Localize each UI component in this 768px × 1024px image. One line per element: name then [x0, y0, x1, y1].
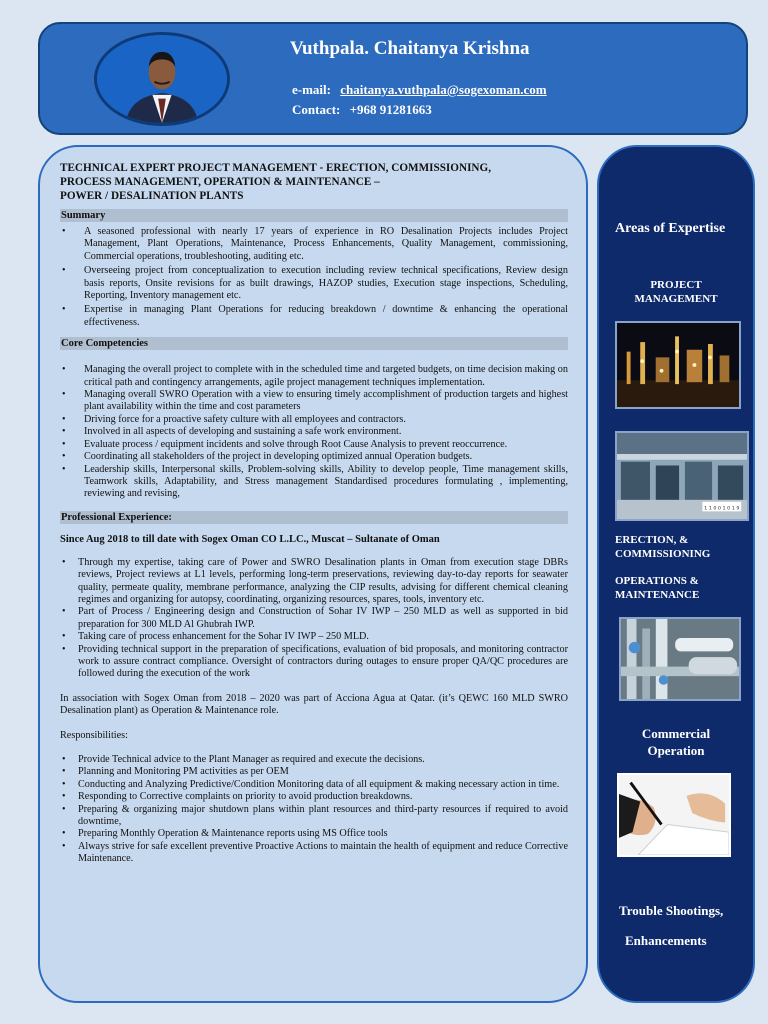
refinery-night-image — [615, 321, 741, 409]
job-title-line: TECHNICAL EXPERT PROJECT MANAGEMENT - ERECTION, COMMISSIONING, — [60, 162, 492, 174]
list-item: • Expertise in managing Plant Operations for reducing breakdown / downtime & enhancing the operational effectiveness. — [60, 304, 568, 329]
responsibilities-list — [60, 754, 568, 866]
piping-image — [619, 617, 741, 701]
contact-phone: +968 91281663 — [349, 102, 432, 117]
list-item: • Responding to Corrective complaints on priority to avoid production breakdowns. — [60, 791, 568, 803]
list-item: • Preparing & organizing major shutdown plans within plant resources and third-party resources if required to avoid downtime, — [60, 804, 568, 829]
label-line: OPERATIONS & — [615, 575, 699, 587]
label-line: MAINTENANCE — [615, 589, 700, 601]
signing-document-image — [617, 773, 731, 857]
main-content — [60, 161, 568, 866]
profile-header — [38, 22, 748, 135]
commercial-operation-label — [599, 725, 753, 759]
operations-label — [615, 574, 699, 602]
label-line: MANAGEMENT — [634, 293, 718, 305]
list-item: • Provide Technical advice to the Plant Manager as required and execute the decisions. — [60, 754, 568, 766]
list-item: • Leadership skills, Interpersonal skills, Problem-solving skills, Ability to develop people, Time management skills, Teamwork skills, Adaptability, and Stress management Standardised procedures formulating , implementing, reviewing and revising, — [60, 464, 568, 501]
list-item: • Coordinating all stakeholders of the project in developing optimized annual Operation budgets. — [60, 451, 568, 463]
list-item: • Driving force for a proactive safety culture with all employees and contractors. — [60, 414, 568, 426]
core-list — [60, 364, 568, 500]
email-link[interactable]: chaitanya.vuthpala@sogexoman.com — [340, 82, 547, 97]
expertise-sidebar — [597, 145, 755, 1003]
job-title-line: POWER / DESALINATION PLANTS — [60, 190, 244, 202]
list-item: • Involved in all aspects of developing and sustaining a safe work environment. — [60, 426, 568, 438]
label-line: ERECTION, & — [615, 534, 689, 546]
profile-photo — [97, 35, 227, 123]
candidate-name: Vuthpala. Chaitanya Krishna — [290, 38, 530, 59]
expertise-heading: Areas of Expertise — [615, 221, 726, 236]
list-item: • Providing technical support in the preparation of specifications, evaluation of bid proposals, and monitoring contractor work to assure contract compliance. Oversight of contractors during outages to ensure proper QA/QC procedures are followed during the execution of the work — [60, 644, 568, 681]
list-item: • Preparing Monthly Operation & Maintenance reports using MS Office tools — [60, 828, 568, 840]
summary-heading: Summary — [60, 209, 568, 222]
list-item: • Part of Process / Engineering design and Construction of Sohar IV IWP – 250 MLD as well as supported in bid preparation for 300 MLD Al Ghubrah IWP. — [60, 606, 568, 631]
summary-list — [60, 226, 568, 329]
panel-caption: 1 1 0 0 1 0 1 9 — [704, 506, 740, 512]
list-item: • Always strive for safe excellent preventive Proactive Actions to maintain the health of equipment and reduce Corrective Maintenance. — [60, 841, 568, 866]
job-title — [60, 161, 568, 203]
label-line: Operation — [647, 743, 705, 758]
label-line: Commercial — [641, 726, 711, 741]
enhancements-label: Enhancements — [625, 933, 707, 948]
email-row — [292, 82, 547, 98]
list-item: • Through my expertise, taking care of Power and SWRO Desalination plants in Oman from execution stage DBRs reviews, Project reviews at L1 levels, performing long-term preservations, reviewing day-to-day reports for seawater quality, permeate quality, membrane performance, analyzing the CIP results, advising for different chemical cleaning regimes and organizing for autopsy, coordinating, organizing resources, spares, tools, inventory etc. — [60, 557, 568, 607]
experience-list — [60, 557, 568, 681]
job-title-line: PROCESS MANAGEMENT, OPERATION & MAINTENANCE – — [60, 176, 380, 188]
erection-label — [615, 533, 710, 561]
list-item: • Evaluate process / equipment incidents and solve through Root Cause Analysis to prevent reoccurrence. — [60, 439, 568, 451]
label-line: COMMISSIONING — [615, 548, 711, 560]
association-paragraph: In association with Sogex Oman from 2018 – 2020 was part of Acciona Agua at Qatar. (it’s QEWC 160 MLD SWRO Desalination plant) as Operation & Maintenance role. — [60, 692, 568, 717]
list-item: • Managing the overall project to complete with in the scheduled time and targeted budgets, on time decision making on critical path and contingency arrangements, agile project management techniques implementation. — [60, 364, 568, 389]
experience-heading: Professional Experience: — [60, 511, 568, 524]
list-item: • Conducting and Analyzing Predictive/Condition Monitoring data of all equipment & making necessary action in time. — [60, 779, 568, 791]
project-management-label — [599, 278, 753, 306]
list-item: • Taking care of process enhancement for the Sohar IV IWP – 250 MLD. — [60, 631, 568, 643]
plant-hall-image — [615, 431, 749, 521]
list-item: • Overseeing project from conceptualization to execution including review technical specifications, Review design basis reports, Onsite revisions for as built drawings, HAZOP studies, Execution stage inspections, Scheduling, Reporting, Inventory management etc. — [60, 265, 568, 302]
email-label: e-mail: — [292, 82, 331, 97]
list-item: • Managing overall SWRO Operation with a view to ensuring timely accomplishment of production targets and highest plant availability within the time and cost parameters — [60, 389, 568, 414]
contact-row — [292, 102, 432, 118]
contact-label: Contact: — [292, 102, 341, 117]
main-panel — [38, 145, 588, 1003]
troubleshooting-label: Trouble Shootings, — [619, 903, 724, 918]
list-item: • Planning and Monitoring PM activities as per OEM — [60, 766, 568, 778]
core-heading: Core Competencies — [60, 337, 568, 350]
profile-photo-frame — [94, 32, 230, 126]
responsibilities-heading: Responsibilities: — [60, 729, 128, 741]
company-line: Since Aug 2018 to till date with Sogex Oman CO L.LC., Muscat – Sultanate of Oman — [60, 533, 440, 545]
label-line: PROJECT — [650, 279, 702, 291]
list-item: • A seasoned professional with nearly 17 years of experience in RO Desalination Projects includes Project Management, Plant Operations, Maintenance, Process Enhancements, Quality Management, commissioning, Commercial operations, troubleshooting, auditing etc. — [60, 226, 568, 263]
